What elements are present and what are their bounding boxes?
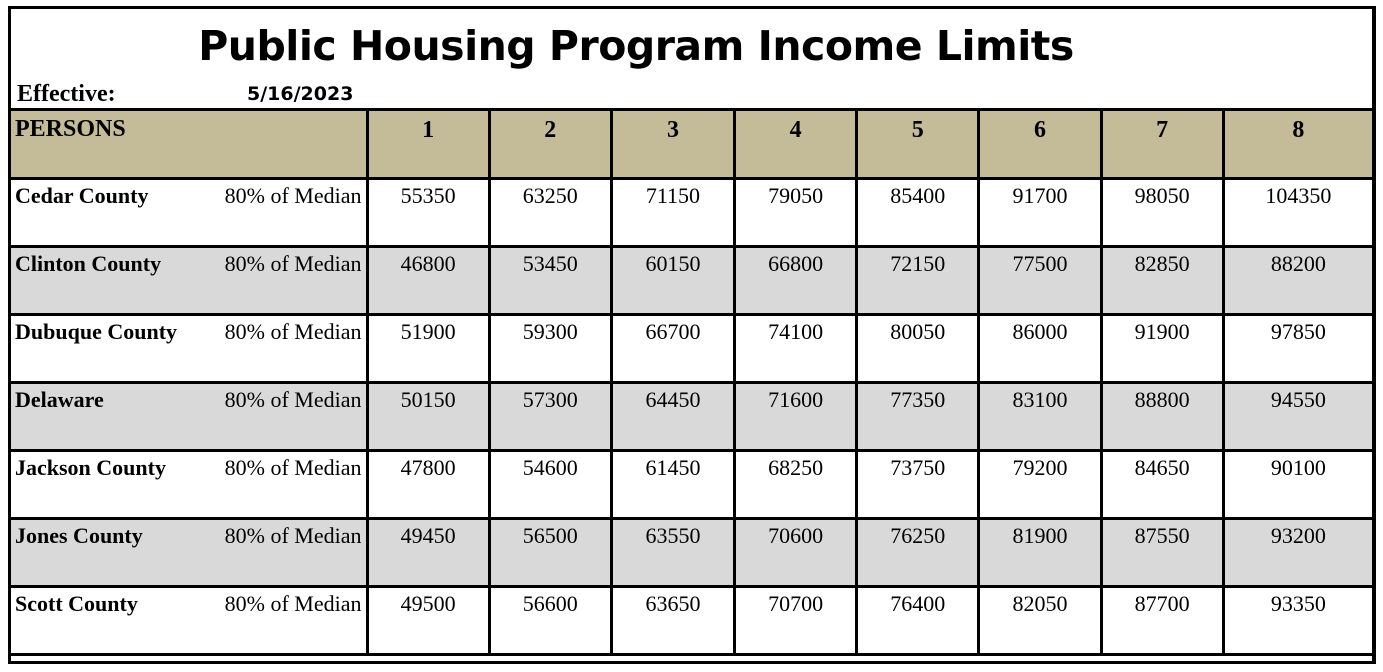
limit-cell: 55350	[367, 179, 489, 247]
page-title: Public Housing Program Income Limits	[198, 22, 1074, 70]
table-row	[10, 247, 1374, 315]
persons-header: PERSONS	[10, 110, 368, 179]
limit-cell: 70600	[735, 519, 857, 587]
limit-cell: 85400	[857, 179, 979, 247]
limit-cell: 98050	[1101, 179, 1223, 247]
limit-cell: 53450	[489, 247, 611, 315]
column-header-1: 1	[367, 110, 489, 179]
limit-cell: 46800	[367, 247, 489, 315]
limit-cell: 91900	[1101, 315, 1223, 383]
income-basis: 80% of Median	[224, 387, 362, 412]
column-header-8: 8	[1223, 110, 1373, 179]
limit-cell: 79200	[979, 451, 1101, 519]
limit-cell: 66800	[735, 247, 857, 315]
county-name: Jones County	[15, 523, 143, 548]
limit-cell: 56500	[489, 519, 611, 587]
column-header-2: 2	[489, 110, 611, 179]
limit-cell: 63650	[611, 587, 734, 655]
limit-cell: 104350	[1223, 179, 1373, 247]
county-name: Clinton County	[15, 251, 162, 276]
limit-cell: 87700	[1101, 587, 1223, 655]
table-row	[10, 451, 1374, 519]
table-row	[10, 315, 1374, 383]
limit-cell: 51900	[367, 315, 489, 383]
limit-cell: 90100	[1223, 451, 1373, 519]
column-header-7: 7	[1101, 110, 1223, 179]
limit-cell: 54600	[489, 451, 611, 519]
limit-cell: 73750	[857, 451, 979, 519]
county-name: Scott County	[15, 591, 138, 616]
table-row	[10, 179, 1374, 247]
limit-cell: 63550	[611, 519, 734, 587]
county-name: Delaware	[15, 387, 104, 412]
row-label-cell	[10, 451, 368, 519]
limit-cell: 49500	[367, 587, 489, 655]
income-limits-sheet	[8, 6, 1376, 664]
effective-label: Effective:	[17, 81, 116, 107]
limit-cell: 50150	[367, 383, 489, 451]
limit-cell: 94550	[1223, 383, 1373, 451]
limit-cell: 60150	[611, 247, 734, 315]
limit-cell: 93350	[1223, 587, 1373, 655]
limit-cell: 49450	[367, 519, 489, 587]
limit-cell: 68250	[735, 451, 857, 519]
limit-cell: 71600	[735, 383, 857, 451]
limit-cell: 88800	[1101, 383, 1223, 451]
limit-cell: 59300	[489, 315, 611, 383]
limit-cell: 88200	[1223, 247, 1373, 315]
limit-cell: 57300	[489, 383, 611, 451]
limit-cell: 76400	[857, 587, 979, 655]
limit-cell: 87550	[1101, 519, 1223, 587]
income-basis: 80% of Median	[224, 251, 362, 276]
county-name: Jackson County	[15, 455, 166, 480]
limit-cell: 84650	[1101, 451, 1223, 519]
limit-cell: 47800	[367, 451, 489, 519]
row-label-cell	[10, 587, 368, 655]
row-label-cell	[10, 315, 368, 383]
column-header-6: 6	[979, 110, 1101, 179]
effective-date: 5/16/2023	[247, 83, 354, 105]
limit-cell: 93200	[1223, 519, 1373, 587]
limit-cell: 80050	[857, 315, 979, 383]
table-row	[10, 587, 1374, 655]
limit-cell: 61450	[611, 451, 734, 519]
limit-cell: 77350	[857, 383, 979, 451]
county-name: Cedar County	[15, 183, 149, 208]
county-name: Dubuque County	[15, 319, 178, 344]
limit-cell: 63250	[489, 179, 611, 247]
limit-cell: 97850	[1223, 315, 1373, 383]
limit-cell: 82850	[1101, 247, 1223, 315]
income-basis: 80% of Median	[224, 183, 362, 208]
table-row	[10, 519, 1374, 587]
limit-cell: 72150	[857, 247, 979, 315]
limit-cell: 81900	[979, 519, 1101, 587]
income-basis: 80% of Median	[224, 455, 362, 480]
row-label-cell	[10, 247, 368, 315]
limit-cell: 82050	[979, 587, 1101, 655]
income-limits-table	[8, 108, 1375, 656]
limit-cell: 71150	[611, 179, 734, 247]
limit-cell: 66700	[611, 315, 734, 383]
income-basis: 80% of Median	[224, 319, 362, 344]
header-row	[10, 110, 1374, 179]
limit-cell: 79050	[735, 179, 857, 247]
column-header-5: 5	[857, 110, 979, 179]
income-basis: 80% of Median	[224, 523, 362, 548]
limit-cell: 86000	[979, 315, 1101, 383]
limit-cell: 77500	[979, 247, 1101, 315]
limit-cell: 70700	[735, 587, 857, 655]
column-header-4: 4	[735, 110, 857, 179]
column-header-3: 3	[611, 110, 734, 179]
limit-cell: 56600	[489, 587, 611, 655]
limit-cell: 83100	[979, 383, 1101, 451]
row-label-cell	[10, 179, 368, 247]
table-row	[10, 383, 1374, 451]
row-label-cell	[10, 519, 368, 587]
limit-cell: 74100	[735, 315, 857, 383]
limit-cell: 76250	[857, 519, 979, 587]
limit-cell: 91700	[979, 179, 1101, 247]
limit-cell: 64450	[611, 383, 734, 451]
income-basis: 80% of Median	[224, 591, 362, 616]
row-label-cell	[10, 383, 368, 451]
